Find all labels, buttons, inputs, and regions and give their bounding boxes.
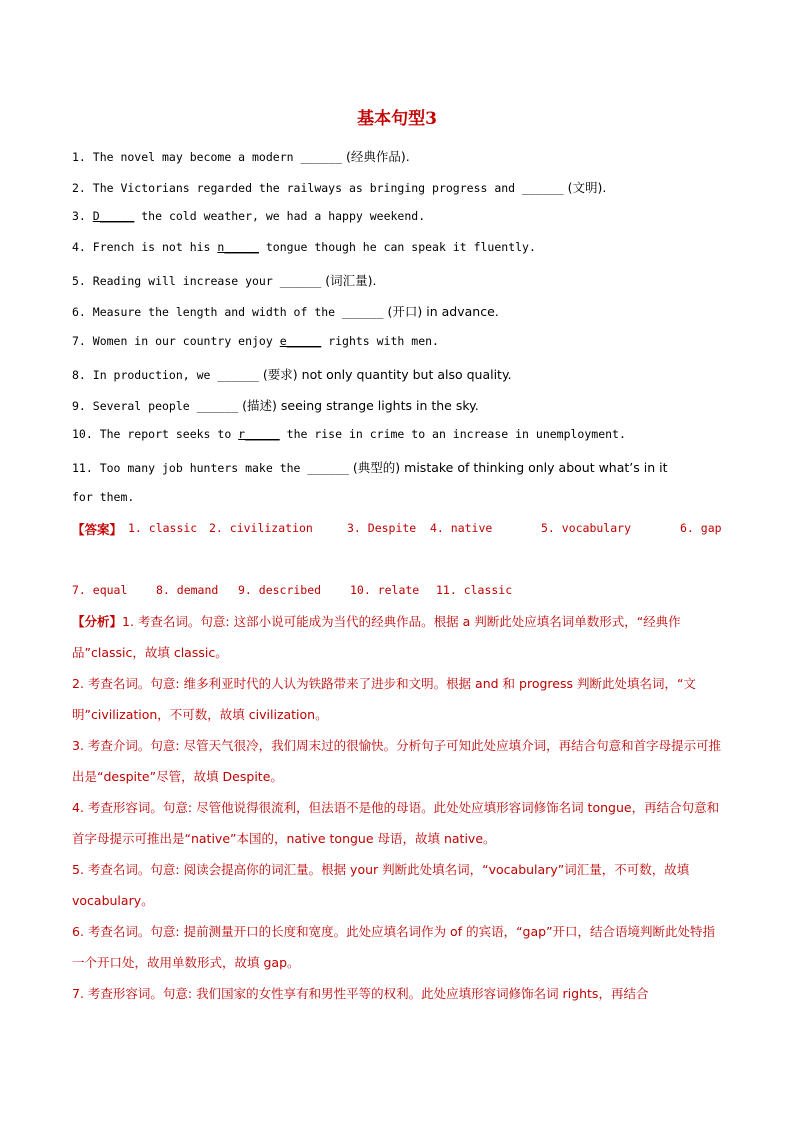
question-9: 9. Several people ______ (描述) seeing strange lights in the sky.	[72, 398, 479, 413]
analysis-paragraph-6: 6. 考查名词。句意: 提前测量开口的长度和宽度。此处应填名词作为 of 的宾语，“gap”开口，结合语境判断此处特指一个开口处，故用单数形式，故填 gap。	[72, 924, 716, 970]
analysis-paragraph-4: 4. 考查形容词。句意: 尽管他说得很流利，但法语不是他的母语。此处处应填形容词修饰名词 tongue，再结合句意和首字母提示可推出是“native”本国的，native tongue 母语，故填 native。	[72, 800, 720, 846]
analysis-label: 【分析】	[72, 614, 123, 629]
analysis-paragraph-1: 【分析】1. 考查名词。句意: 这部小说可能成为当代的经典作品。根据 a 判断此处应填名词单数形式，“经典作品”classic，故填 classic。	[72, 614, 681, 660]
answer-item: 4. native	[430, 521, 493, 535]
answer-item: 7. equal	[72, 583, 128, 597]
answer-item: 5. vocabulary	[541, 521, 632, 535]
question-11: 11. Too many job hunters make the ______ (典型的) mistake of thinking only about what’s in it	[72, 460, 668, 475]
question-6: 6. Measure the length and width of the ______ (开口) in advance.	[72, 304, 499, 319]
question-1: 1. The novel may become a modern ______ (经典作品).	[72, 149, 410, 164]
analysis-paragraph-3: 3. 考查介词。句意: 尽管天气很冷，我们周末过的很愉快。分析句子可知此处应填介词，再结合句意和首字母提示可推出是“despite”尽管，故填 Despite。	[72, 738, 722, 784]
analysis-paragraph-5: 5. 考查名词。句意: 阅读会提高你的词汇量。根据 your 判断此处填名词，“vocabulary”词汇量，不可数，故填 vocabulary。	[72, 862, 690, 908]
question-8: 8. In production, we ______ (要求) not only quantity but also quality.	[72, 367, 512, 382]
analysis-paragraph-7: 7. 考查形容词。句意: 我们国家的女性享有和男性平等的权利。此处应填形容词修饰名词 rights，再结合	[72, 986, 649, 1001]
answer-item: 9. described	[238, 583, 322, 597]
page-title: 基本句型3	[357, 109, 437, 129]
answer-item: 1. classic	[128, 521, 198, 535]
answer-item: 10. relate	[350, 583, 420, 597]
answer-line-2	[72, 583, 724, 603]
question-10: 10. The report seeks to r_____ the rise in crime to an increase in unemployment.	[72, 427, 626, 441]
answer-item: 6. gap	[680, 521, 722, 535]
question-11-continued: for them.	[72, 490, 135, 504]
question-4: 4. French is not his n_____ tongue though he can speak it fluently.	[72, 240, 536, 254]
answer-label: 【答案】	[72, 522, 123, 537]
analysis-section	[72, 606, 724, 1009]
answer-item: 8. demand	[156, 583, 219, 597]
question-2: 2. The Victorians regarded the railways as bringing progress and ______ (文明).	[72, 180, 607, 195]
question-5: 5. Reading will increase your ______ (词汇量).	[72, 273, 377, 288]
question-3: 3. D_____ the cold weather, we had a happy weekend.	[72, 209, 426, 223]
answer-item: 3. Despite	[347, 521, 417, 535]
question-7: 7. Women in our country enjoy e_____ rights with men.	[72, 334, 439, 348]
answer-item: 2. civilization	[209, 521, 313, 535]
analysis-paragraph-2: 2. 考查名词。句意: 维多利亚时代的人认为铁路带来了进步和文明。根据 and 和 progress 判断此处填名词，“文明”civilization，不可数，故填 civilization。	[72, 676, 696, 722]
answer-item: 11. classic	[436, 583, 513, 597]
answer-line-1	[72, 520, 724, 540]
